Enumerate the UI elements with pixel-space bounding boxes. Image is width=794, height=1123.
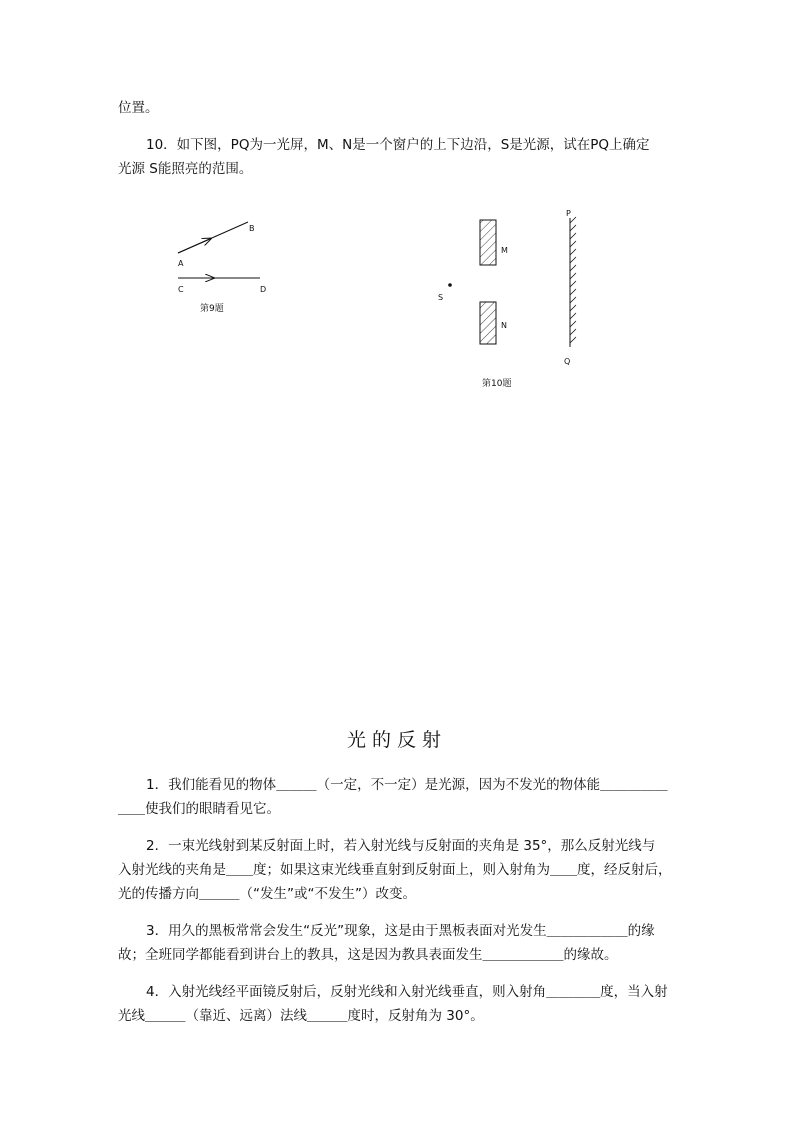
figure-10-diagram bbox=[430, 205, 600, 395]
section-title: 光的反射 bbox=[346, 729, 447, 751]
question-2-line-3: 光的传播方向＿＿＿（“发生”或“不发生”）改变。 bbox=[118, 886, 416, 902]
question-3-line-2: 故；全班同学都能看到讲台上的教具，这是因为教具表面发生＿＿＿＿＿＿的缘故。 bbox=[118, 947, 618, 963]
figure-9-caption: 第9题 bbox=[200, 304, 224, 314]
question-2-line-2: 入射光线的夹角是＿＿度；如果这束光线垂直射到反射面上，则入射角为＿＿度，经反射后， bbox=[118, 862, 672, 878]
screen-hatching bbox=[570, 217, 576, 343]
question-4-line-2: 光线＿＿＿（靠近、远离）法线＿＿＿度时，反射角为 30°。 bbox=[118, 1008, 484, 1024]
question-10-line-1: 10．如下图，PQ为一光屏，M、N是一个窗户的上下边沿，S是光源，试在PQ上确定 bbox=[146, 137, 650, 153]
ray-ab-arrow bbox=[178, 239, 211, 254]
window-edge-m bbox=[480, 220, 496, 265]
label-m: M bbox=[501, 246, 508, 255]
question-1-line-2: ＿＿使我们的眼睛看见它。 bbox=[118, 801, 280, 817]
question-2-line-1: 2．一束光线射到某反射面上时，若入射光线与反射面的夹角是 35°，那么反射光线与 bbox=[146, 838, 656, 854]
light-source-s bbox=[448, 283, 452, 287]
label-p: P bbox=[566, 209, 571, 218]
label-d: D bbox=[260, 285, 267, 294]
label-s: S bbox=[438, 293, 444, 302]
label-a: A bbox=[178, 259, 184, 268]
window-edge-n bbox=[480, 302, 496, 344]
label-c: C bbox=[178, 285, 184, 294]
text-position-fragment: 位置。 bbox=[118, 100, 159, 116]
question-4-line-1: 4．入射光线经平面镜反射后，反射光线和入射光线垂直，则入射角＿＿＿＿度，当入射 bbox=[146, 984, 668, 1000]
question-1-line-1: 1．我们能看见的物体＿＿＿（一定，不一定）是光源，因为不发光的物体能＿＿＿＿＿ bbox=[146, 777, 668, 793]
question-10-line-2: 光源 S能照亮的范围。 bbox=[118, 161, 253, 177]
figure-9-diagram bbox=[168, 215, 278, 320]
label-b: B bbox=[249, 224, 255, 233]
figure-10-caption: 第10题 bbox=[482, 379, 512, 389]
question-3-line-1: 3．用久的黑板常常会发生“反光”现象，这是由于黑板表面对光发生＿＿＿＿＿＿的缘 bbox=[146, 923, 655, 939]
label-n: N bbox=[501, 321, 507, 330]
label-q: Q bbox=[564, 357, 571, 366]
